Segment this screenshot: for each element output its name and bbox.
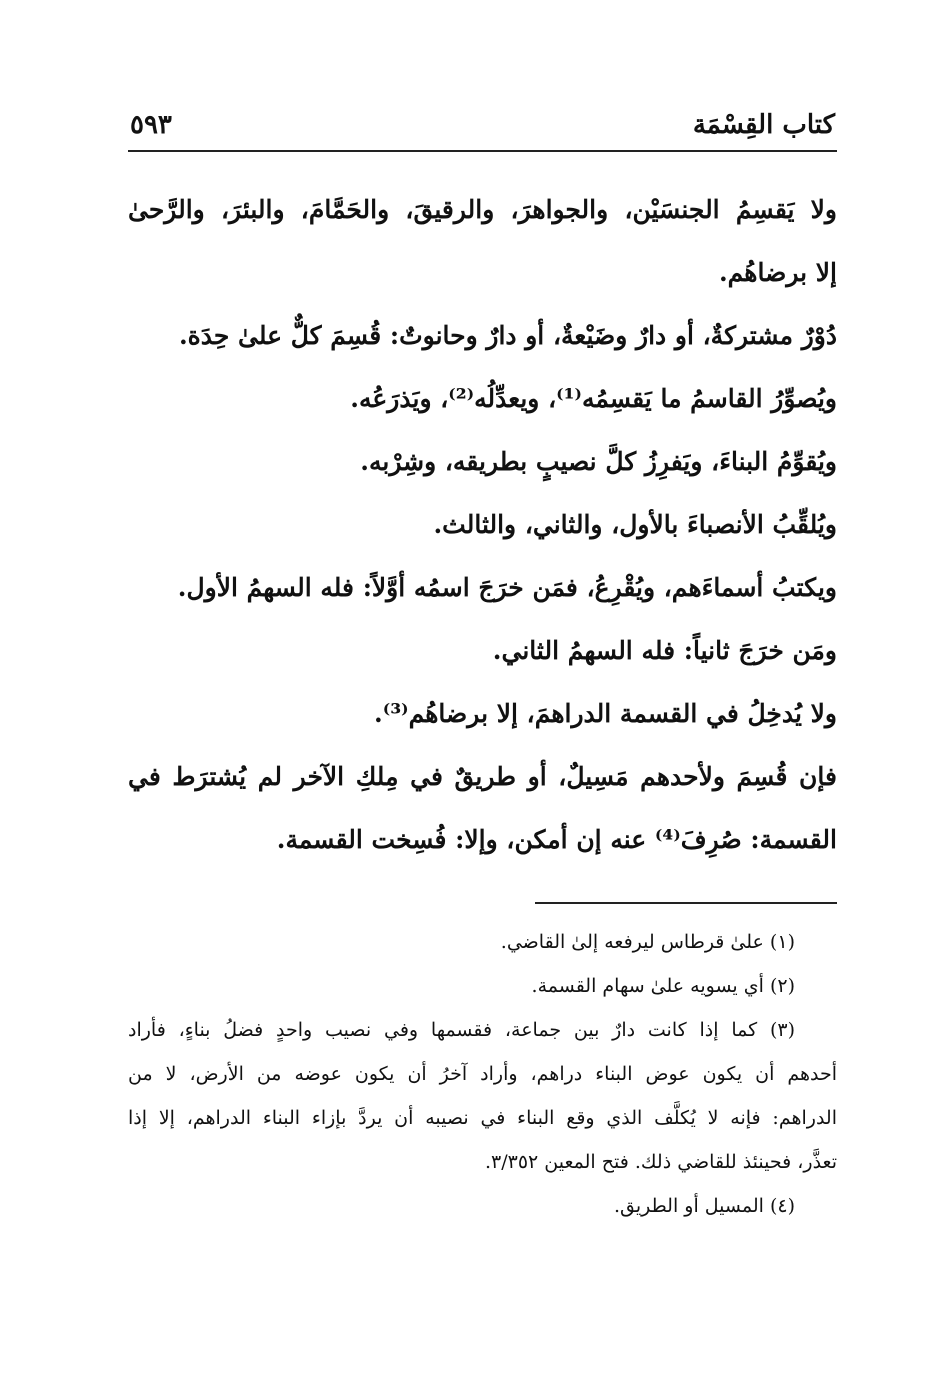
paragraph-4 — [128, 430, 837, 493]
text-line: فإن قُسِمَ ولأحدهم مَسِيلٌ، أو طريقٌ في مِلكِ الآخر لم يُشترَط في — [128, 762, 837, 791]
text-line: ومَن خرَجَ ثانياً: فله السهمُ الثاني. — [492, 636, 837, 665]
footnote-3-line: تعذَّر، فحينئذ للقاضي ذلك. فتح المعين ٣/٣٥٢. — [484, 1151, 837, 1173]
text-line: دُوْرٌ مشتركةٌ، أو دارٌ وضَيْعةٌ، أو دارٌ وحانوتٌ: قُسِمَ كلٌّ علىٰ حِدَة. — [178, 321, 837, 350]
footnote-4: (٤) المسيل أو الطريق. — [613, 1195, 795, 1217]
text-line: إلا برضاهُم. — [718, 258, 837, 287]
main-text — [128, 178, 837, 871]
text-line: ويُلقِّبُ الأنصباءَ بالأول، والثاني، والثالث. — [433, 510, 837, 539]
paragraph-8 — [128, 682, 837, 745]
footnotes — [128, 920, 837, 1228]
footnote-3-line: أحدهم أن يكون عوض البناء دراهم، وأراد آخرُ أن يكون عوضه من الأرض، لا من — [128, 1063, 837, 1085]
paragraph-2 — [128, 304, 837, 367]
text-line: ولا يُدخِلُ في القسمة الدراهمَ، إلا برضاهُم⁽³⁾. — [374, 699, 837, 728]
text-line: ولا يَقسِمُ الجنسَيْن، والجواهرَ، والرقيقَ، والحَمَّامَ، والبئرَ، والرَّحىٰ — [128, 195, 837, 224]
text-line: ويكتبُ أسماءَهم، ويُقْرِعُ، فمَن خرَجَ اسمُه أوَّلاً: فله السهمُ الأول. — [177, 573, 837, 602]
page-header — [128, 108, 837, 152]
paragraph-9 — [128, 745, 837, 871]
footnote-3-line: الدراهم: فإنه لا يُكلَّف الذي وقع البناء في نصيبه أن يردَّ بإزاء البناء الدراهم، إلا إذا — [128, 1107, 837, 1129]
text-line: القسمة: صُرِفَ⁽⁴⁾ عنه إن أمكن، وإلا: فُسِخت القسمة. — [276, 825, 837, 854]
chapter-title: كتاب القِسْمَة — [692, 110, 835, 140]
paragraph-6 — [128, 556, 837, 619]
footnote-3-line: (٣) كما إذا كانت دارٌ بين جماعة، فقسمها وفي نصيب واحدٍ فضلُ بناءٍ، فأراد — [128, 1019, 795, 1041]
text-line: ويُصوِّرُ القاسمُ ما يَقسِمُه⁽¹⁾، ويعدِّلُه⁽²⁾، ويَذرَعُه. — [350, 384, 837, 413]
paragraph-7 — [128, 619, 837, 682]
footnote-2: (٢) أي يسويه علىٰ سهام القسمة. — [531, 975, 795, 997]
footnote-separator — [535, 902, 837, 904]
paragraph-5 — [128, 493, 837, 556]
text-line: ويُقوِّمُ البناءَ، ويَفرِزُ كلَّ نصيبٍ بطريقه، وشِرْبه. — [360, 447, 837, 476]
paragraph-1 — [128, 178, 837, 304]
paragraph-3 — [128, 367, 837, 430]
footnote-1: (١) علىٰ قرطاس ليرفعه إلىٰ القاضي. — [500, 931, 795, 953]
page-number: ٥٩٣ — [130, 110, 172, 140]
